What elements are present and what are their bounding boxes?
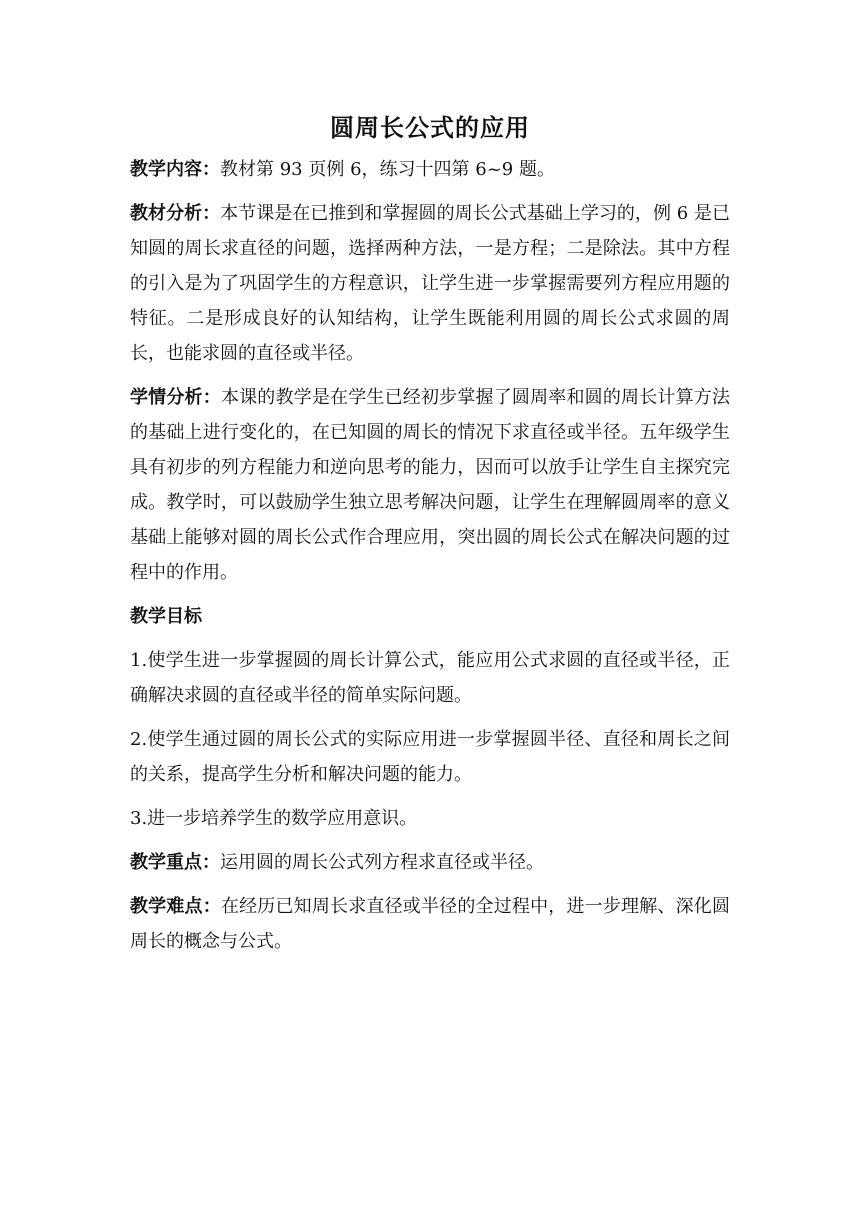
teaching-objectives-heading: 教学目标 bbox=[130, 606, 202, 627]
objective-item-2: 2.使学生通过圆的周长公式的实际应用进一步掌握圆半径、直径和周长之间的关系，提高学生分析和解决问题的能力。 bbox=[130, 729, 730, 785]
document-page bbox=[130, 108, 730, 968]
difficulty-label: 教学难点： bbox=[130, 896, 221, 917]
material-analysis-paragraph bbox=[130, 196, 730, 371]
student-analysis-text: 本课的教学是在学生已经初步掌握了圆周率和圆的周长计算方法的基础上进行变化的，在已知圆的周长的情况下求直径或半径。五年级学生具有初步的列方程能力和逆向思考的能力，因而可以放手让学生自主探究完成。教学时，可以鼓励学生独立思考解决问题，让学生在理解圆周率的意义基础上能够对圆的周长公式作合理应用，突出圆的周长公式在解决问题的过程中的作用。 bbox=[130, 387, 730, 583]
key-point-label: 教学重点： bbox=[130, 852, 220, 873]
difficulty-text: 在经历已知周长求直径或半径的全过程中，进一步理解、深化圆周长的概念与公式。 bbox=[130, 896, 730, 952]
difficulty-paragraph bbox=[130, 889, 730, 959]
objective-item-3: 3.进一步培养学生的数学应用意识。 bbox=[130, 808, 418, 829]
teaching-content-label: 教学内容： bbox=[130, 159, 220, 180]
student-analysis-label: 学情分析： bbox=[130, 387, 221, 408]
material-analysis-text: 本节课是在已推到和掌握圆的周长公式基础上学习的，例 6 是已知圆的周长求直径的问题，选择两种方法，一是方程；二是除法。其中方程的引入是为了巩固学生的方程意识，让学生进一步掌握需要列方程应用题的特征。二是形成良好的认知结构，让学生既能利用圆的周长公式求圆的周长，也能求圆的直径或半径。 bbox=[130, 203, 730, 364]
teaching-content-text: 教材第 93 页例 6，练习十四第 6~9 题。 bbox=[220, 159, 555, 180]
material-analysis-label: 教材分析： bbox=[130, 203, 221, 224]
student-analysis-paragraph bbox=[130, 380, 730, 590]
teaching-content-paragraph bbox=[130, 152, 730, 187]
key-point-paragraph bbox=[130, 845, 730, 880]
objective-item-1: 1.使学生进一步掌握圆的周长计算公式，能应用公式求圆的直径或半径，正确解决求圆的直径或半径的简单实际问题。 bbox=[130, 650, 730, 706]
document-title: 圆周长公式的应用 bbox=[330, 113, 530, 142]
key-point-text: 运用圆的周长公式列方程求直径或半径。 bbox=[220, 852, 544, 873]
